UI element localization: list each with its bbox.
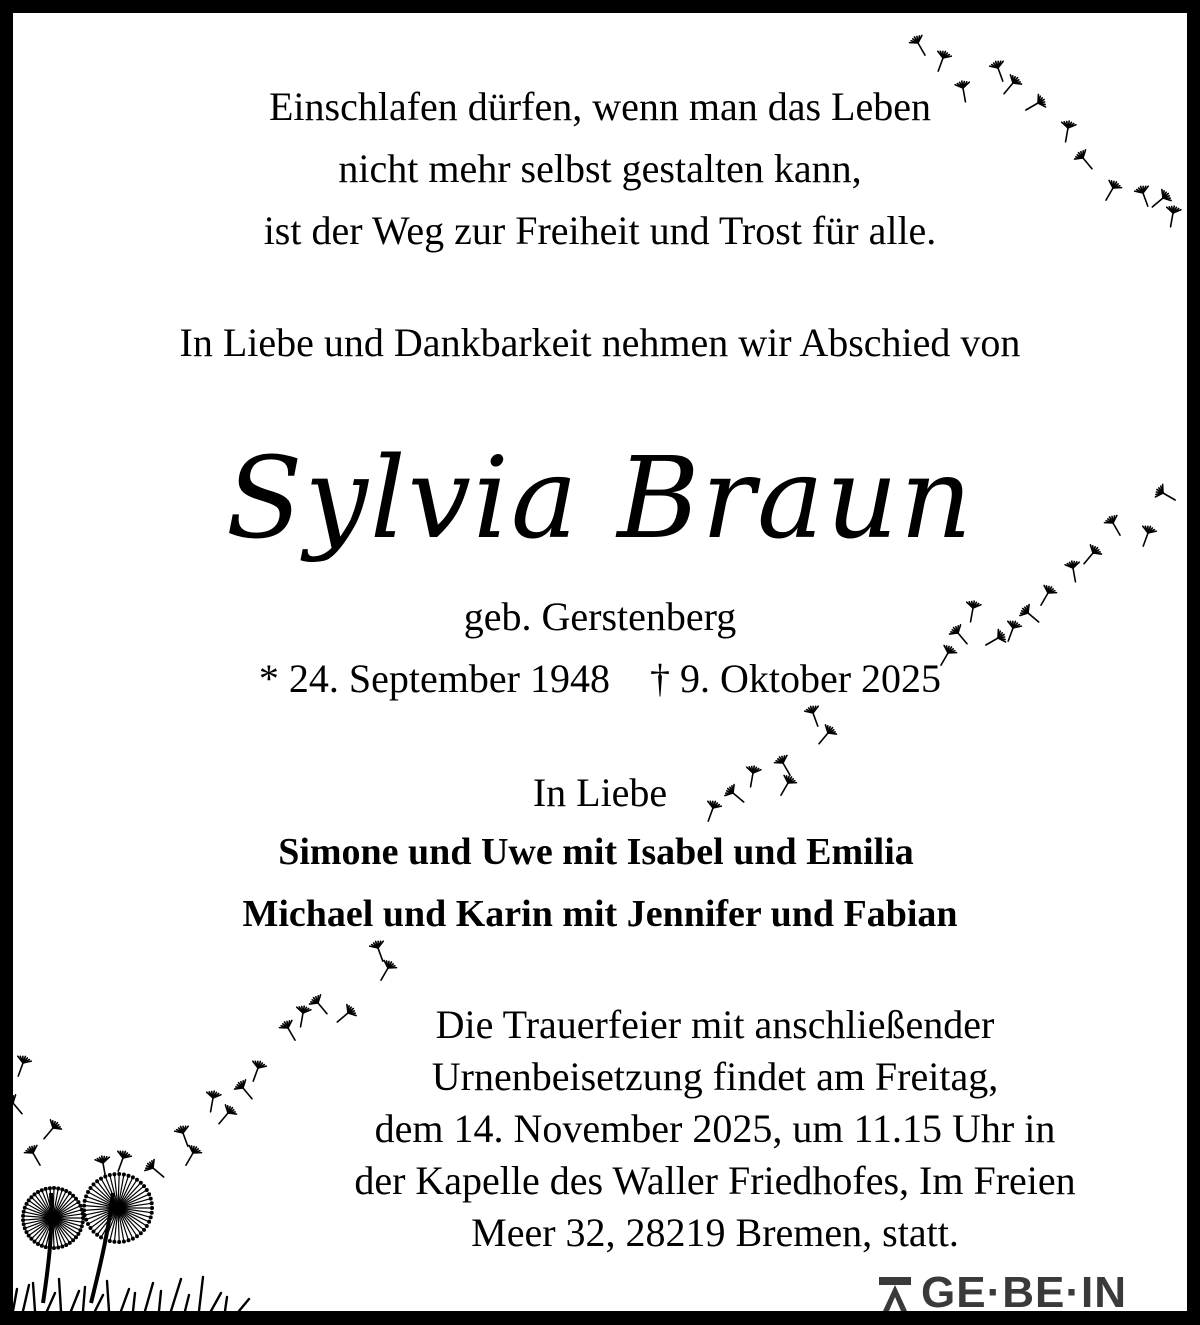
dandelion-seed-icon — [804, 704, 825, 729]
dandelion-seed-icon — [1065, 560, 1083, 583]
quote-line-1: Einschlafen dürfen, wenn man das Leben — [269, 84, 931, 129]
dandelion-seed-icon — [180, 1143, 203, 1168]
publisher-logo-text: GE·BE·IN — [921, 1268, 1127, 1317]
dandelion-seed-icon — [23, 1143, 46, 1168]
service-line-1: Die Trauerfeier mit anschließender — [435, 1002, 995, 1047]
dandelion-seed-icon — [989, 59, 1010, 84]
dandelion-seed-icon — [203, 1090, 221, 1113]
dandelion-seed-icon — [174, 1124, 195, 1149]
maiden-name: geb. Gerstenberg — [463, 594, 737, 639]
dandelion-seed-icon — [13, 1093, 28, 1118]
dandelion-seed-icon — [931, 49, 952, 74]
dandelion-seed-icon — [111, 1149, 132, 1174]
death-date: † 9. Oktober 2025 — [649, 656, 942, 701]
mourners-line-1: Simone und Uwe mit Isabel und Emilia — [278, 831, 914, 873]
dandelion-head-icon — [83, 1173, 154, 1244]
farewell-intro: In Liebe und Dankbarkeit nehmen wir Abschied von — [179, 320, 1021, 365]
service-line-5: Meer 32, 28219 Bremen, statt. — [471, 1210, 959, 1255]
birth-date: * 24. September 1948 — [258, 656, 610, 701]
life-dates — [13, 656, 1187, 701]
dandelion-seed-icon — [13, 1054, 32, 1079]
dandelion-seed-icon — [813, 723, 838, 748]
publisher-logo-icon — [875, 1273, 915, 1313]
dandelion-seed-icon — [375, 958, 398, 983]
dandelion-seed-icon — [369, 939, 390, 964]
dandelion-seed-icon — [213, 1103, 238, 1128]
mourners-intro: In Liebe — [532, 770, 668, 815]
quote-line-2: nicht mehr selbst gestalten kann, — [338, 146, 862, 191]
dandelion-seed-icon — [233, 1078, 258, 1103]
service-line-3: dem 14. November 2025, um 11.15 Uhr in — [374, 1106, 1056, 1151]
service-line-2: Urnenbeisetzung findet am Freitag, — [431, 1054, 999, 1099]
dandelion-seed-icon — [38, 1118, 63, 1143]
quote-line-3: ist der Weg zur Freiheit und Trost für alle. — [263, 208, 937, 253]
publisher-logo — [867, 1269, 1135, 1317]
dandelion-flowers-icon — [13, 1173, 249, 1311]
mourners-line-2: Michael und Karin mit Jennifer und Fabian — [242, 893, 958, 935]
deceased-name: Sylvia Braun — [225, 434, 975, 564]
dandelion-seed-icon — [908, 33, 931, 58]
service-line-4: der Kapelle des Waller Friedhofes, Im Freien — [354, 1158, 1076, 1203]
dandelion-seed-icon — [143, 1158, 168, 1183]
